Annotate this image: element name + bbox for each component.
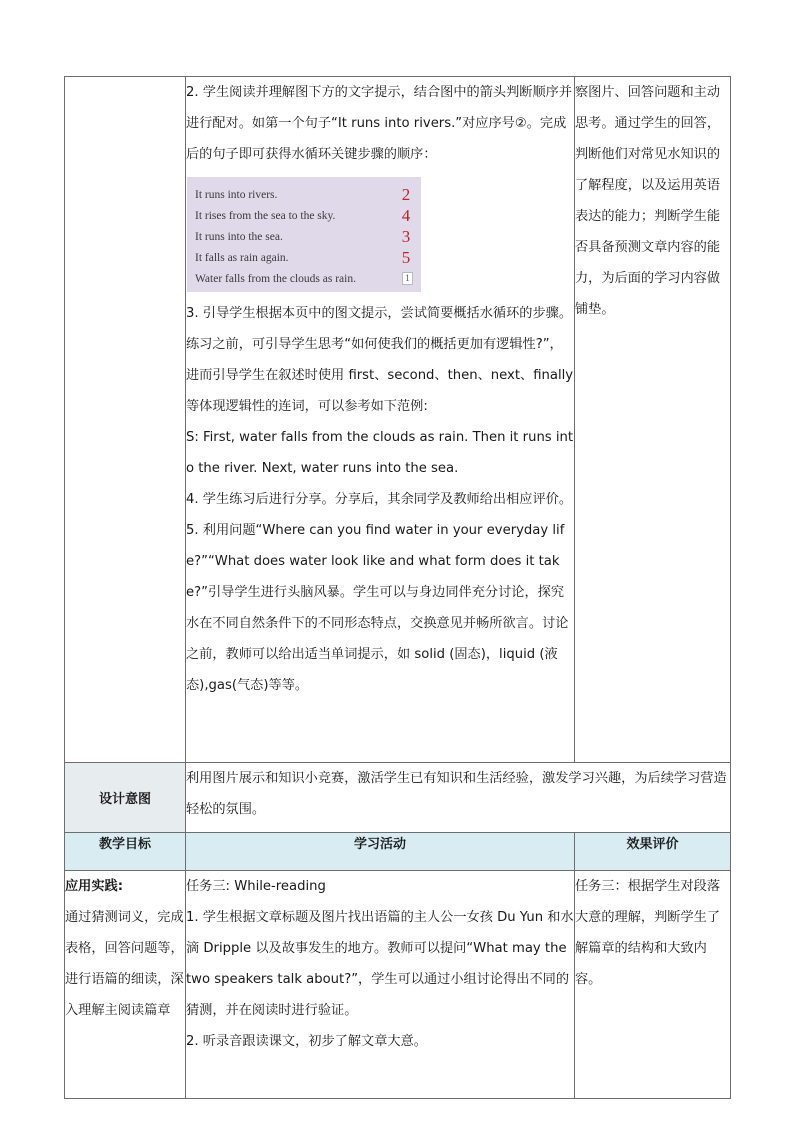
sequence-item xyxy=(195,227,413,248)
task-title: 任务三: While-reading xyxy=(186,879,326,894)
header-evaluation: 效果评价 xyxy=(575,833,731,871)
activity-paragraph: 1. 学生根据文章标题及图片找出语篇的主人公一女孩 Du Yun 和水滴 Dripple 以及故事发生的地方。教师可以提问“What may the two speakers talk about?”，学生可以通过小组讨论得出不同的猜测，并在阅读时进行验证。 xyxy=(186,910,574,1018)
activity-cell xyxy=(186,871,575,1099)
evaluation-cell xyxy=(575,77,731,763)
sequence-number: 5 xyxy=(401,247,411,267)
lesson-plan-table xyxy=(64,76,731,1099)
evaluation-text: 任务三：根据学生对段落大意的理解，判断学生了解篇章的结构和大致内容。 xyxy=(575,879,721,987)
activity-paragraph: 2. 学生阅读并理解图下方的文字提示，结合图中的箭头判断顺序并进行配对。如第一个句子“It runs into rivers.”对应序号②。完成后的句子即可获得水循环关键步骤的顺序： xyxy=(186,85,573,162)
activity-paragraph: 2. 听录音跟读课文，初步了解文章大意。 xyxy=(186,1034,427,1049)
sequence-item xyxy=(195,206,413,227)
sequence-item xyxy=(195,185,413,206)
table-row xyxy=(65,871,731,1099)
table-header-row xyxy=(65,833,731,871)
design-intent-label: 设计意图 xyxy=(65,763,186,833)
sequence-text: It runs into the sea. xyxy=(195,230,283,243)
sequence-number: 3 xyxy=(401,226,411,246)
activity-paragraph: S: First, water falls from the clouds as rain. Then it runs into the river. Next, water runs into the sea. xyxy=(186,430,574,476)
activity-cell xyxy=(186,77,575,763)
design-intent-text: 利用图片展示和知识小竞赛，激活学生已有知识和生活经验，激发学习兴趣，为后续学习营造轻松的氛围。 xyxy=(186,771,727,817)
header-teaching-goal: 教学目标 xyxy=(65,833,186,871)
evaluation-text: 察图片、回答问题和主动思考。通过学生的回答，判断他们对常见水知识的了解程度，以及运用英语表达的能力；判断学生能否具备预测文章内容的能力，为后面的学习内容做铺垫。 xyxy=(575,85,721,317)
sequence-text: It falls as rain again. xyxy=(195,251,289,264)
goal-label: 应用实践: xyxy=(65,879,124,894)
goal-cell xyxy=(65,871,186,1099)
sequence-text: It rises from the sea to the sky. xyxy=(195,210,336,223)
sequence-number: 4 xyxy=(401,206,411,226)
sequence-number: 1 xyxy=(402,272,413,285)
activity-paragraph: 4. 学生练习后进行分享。分享后，其余同学及教师给出相应评价。 xyxy=(186,492,573,507)
sequence-number: 2 xyxy=(401,185,411,205)
design-intent-cell xyxy=(186,763,731,833)
goal-cell-empty xyxy=(65,77,186,763)
sequence-item xyxy=(195,268,413,289)
activity-paragraph: 3. 引导学生根据本页中的图文提示，尝试简要概括水循环的步骤。练习之前，可引导学生思考“如何使我们的概括更加有逻辑性?”，进而引导学生在叙述时使用 first、second、then、next、finally 等体现逻辑性的连词，可以参考如下范例: xyxy=(186,306,574,414)
goal-text: 通过猜测词义，完成表格，回答问题等，进行语篇的细读，深入理解主阅读篇章 xyxy=(65,910,184,1018)
evaluation-cell xyxy=(575,871,731,1099)
sequence-text: Water falls from the clouds as rain. xyxy=(195,272,356,285)
header-learning-activity: 学习活动 xyxy=(186,833,575,871)
table-row xyxy=(65,763,731,833)
sequence-text: It runs into rivers. xyxy=(195,189,278,202)
sequence-item xyxy=(195,247,413,268)
activity-paragraph: 5. 利用问题“Where can you find water in your everyday life?”“What does water look like and what form does it take?”引导学生进行头脑风暴。学生可以与身边同伴充分讨论，探究水在不同自然条件下的不同形态特点，交换意见并畅所欲言。讨论之前，教师可以给出适当单词提示，如 solid (固态)，liquid (液态),gas(气态)等等。 xyxy=(186,523,569,693)
water-cycle-sequence-figure xyxy=(187,177,421,292)
table-row xyxy=(65,77,731,763)
